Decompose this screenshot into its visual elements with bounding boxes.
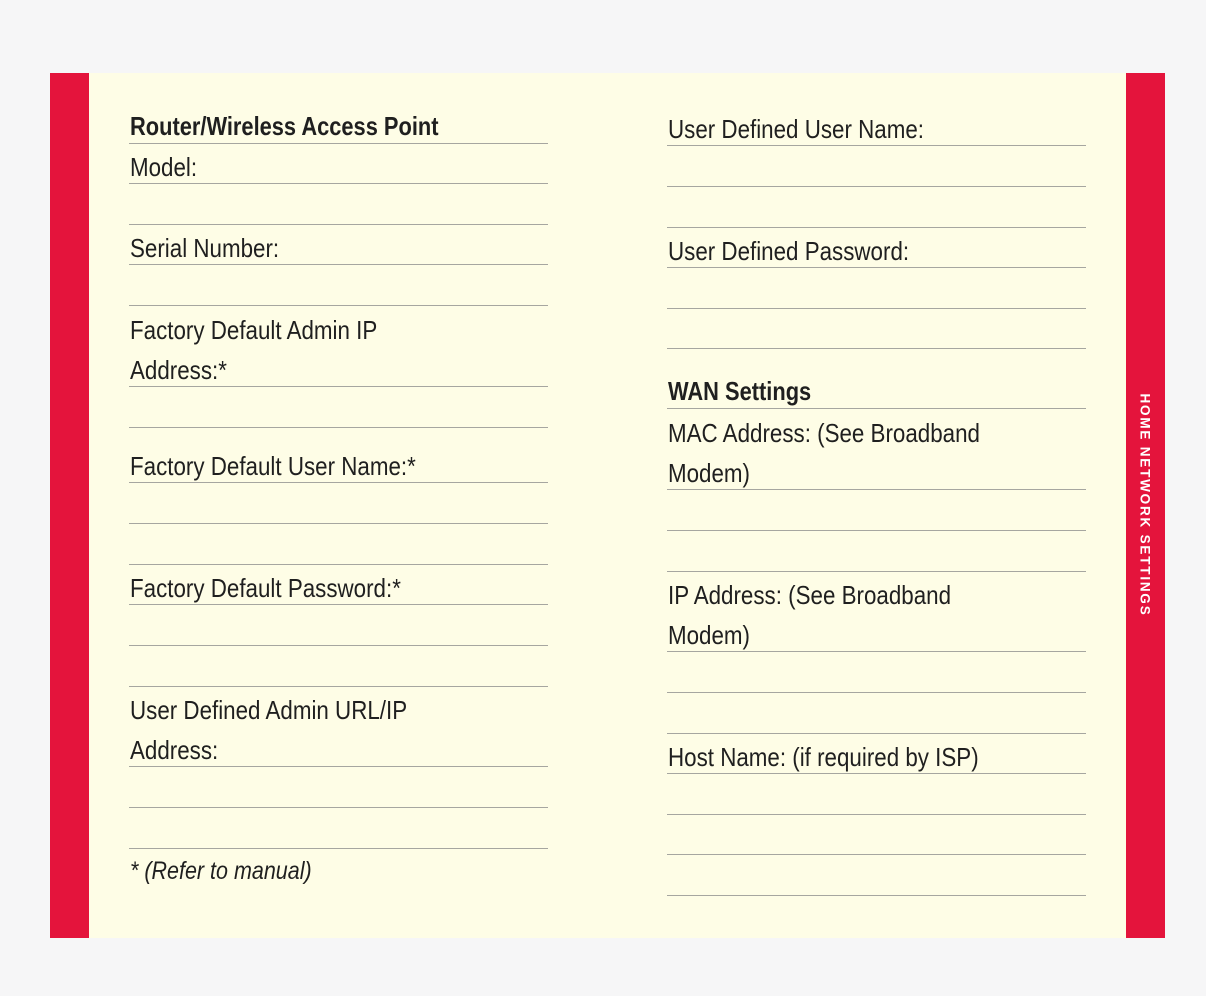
mac-address-write-line[interactable]	[667, 530, 1086, 531]
model-label: Model:	[130, 152, 198, 182]
mac-address-label: MAC Address: (See Broadband	[668, 418, 980, 448]
serial-number-write-line[interactable]	[129, 264, 548, 265]
factory-user-name-label: Factory Default User Name:*	[130, 451, 416, 481]
serial-number-label: Serial Number:	[130, 233, 280, 263]
host-name-label: Host Name: (if required by ISP)	[668, 742, 979, 772]
router-section-heading: Router/Wireless Access Point	[130, 111, 439, 141]
model-write-line[interactable]	[129, 183, 548, 184]
factory-user-name-write-line[interactable]	[129, 482, 548, 483]
form-rule	[667, 408, 1086, 409]
factory-user-name-write-line[interactable]	[129, 523, 548, 524]
user-defined-password-write-line[interactable]	[667, 267, 1086, 268]
factory-password-write-line[interactable]	[129, 604, 548, 605]
user-defined-user-name-write-line[interactable]	[667, 227, 1086, 228]
ip-address-label-cont: Modem)	[668, 620, 751, 650]
ip-address-write-line[interactable]	[667, 733, 1086, 734]
host-name-write-line[interactable]	[667, 814, 1086, 815]
factory-admin-ip-label: Factory Default Admin IP	[130, 315, 378, 345]
side-tab-label	[1126, 73, 1165, 938]
refer-to-manual-note: * (Refer to manual)	[130, 857, 312, 885]
user-defined-user-name-write-line[interactable]	[667, 186, 1086, 187]
factory-password-write-line[interactable]	[129, 645, 548, 646]
admin-url-label: User Defined Admin URL/IP	[130, 695, 408, 725]
router-settings-column	[129, 73, 548, 938]
factory-admin-ip-write-line[interactable]	[129, 386, 548, 387]
wan-settings-heading: WAN Settings	[668, 376, 812, 406]
factory-admin-ip-write-line[interactable]	[129, 427, 548, 428]
user-defined-user-name-label: User Defined User Name:	[668, 114, 924, 144]
admin-url-write-line[interactable]	[129, 766, 548, 767]
user-and-wan-settings-column	[667, 73, 1086, 938]
factory-admin-ip-label-cont: Address:*	[130, 355, 227, 385]
admin-url-write-line[interactable]	[129, 848, 548, 849]
user-defined-password-label: User Defined Password:	[668, 236, 910, 266]
user-defined-password-write-line[interactable]	[667, 308, 1086, 309]
mac-address-write-line[interactable]	[667, 489, 1086, 490]
ip-address-label: IP Address: (See Broadband	[668, 580, 952, 610]
ip-address-write-line[interactable]	[667, 651, 1086, 652]
factory-user-name-write-line[interactable]	[129, 564, 548, 565]
admin-url-write-line[interactable]	[129, 807, 548, 808]
serial-number-write-line[interactable]	[129, 305, 548, 306]
factory-password-write-line[interactable]	[129, 686, 548, 687]
admin-url-label-cont: Address:	[130, 735, 219, 765]
host-name-write-line[interactable]	[667, 854, 1086, 855]
user-defined-password-write-line[interactable]	[667, 348, 1086, 349]
side-tab-bar	[1126, 73, 1165, 938]
host-name-write-line[interactable]	[667, 895, 1086, 896]
ip-address-write-line[interactable]	[667, 692, 1086, 693]
mac-address-label-cont: Modem)	[668, 458, 751, 488]
side-tab-text: HOME NETWORK SETTINGS	[1137, 393, 1153, 617]
form-rule	[129, 143, 548, 144]
user-defined-user-name-write-line[interactable]	[667, 145, 1086, 146]
settings-form-page	[50, 73, 1165, 938]
left-red-margin-bar	[50, 73, 89, 938]
model-write-line[interactable]	[129, 224, 548, 225]
host-name-write-line[interactable]	[667, 773, 1086, 774]
factory-password-label: Factory Default Password:*	[130, 573, 401, 603]
mac-address-write-line[interactable]	[667, 571, 1086, 572]
